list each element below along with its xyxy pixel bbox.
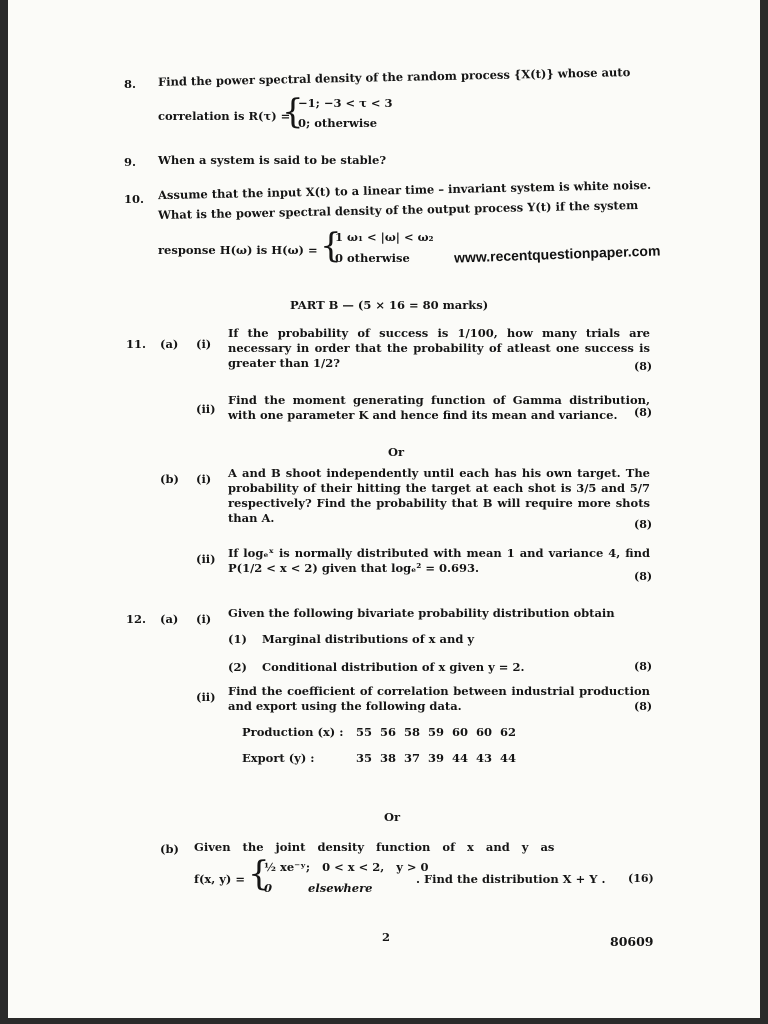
q8-lead: correlation is R(τ) = bbox=[158, 109, 291, 123]
page-number: 2 bbox=[382, 930, 391, 944]
question-number: 8. bbox=[124, 77, 137, 91]
question-number: 9. bbox=[124, 155, 137, 169]
q12-b-case2: 0 elsewhere bbox=[264, 881, 373, 895]
production-row bbox=[242, 725, 520, 739]
paper-code: 80609 bbox=[610, 934, 654, 949]
sub-label: (ii) bbox=[196, 552, 216, 566]
data-cell: 43 bbox=[475, 751, 492, 765]
q9-text: When a system is said to be stable? bbox=[158, 153, 387, 167]
data-cell: 55 bbox=[355, 725, 372, 739]
marks: (8) bbox=[634, 570, 653, 583]
data-cell: 44 bbox=[451, 751, 468, 765]
q12-b-lead: f(x, y) = bbox=[194, 872, 246, 886]
sub-label: (i) bbox=[196, 472, 212, 486]
data-cell: 60 bbox=[451, 725, 468, 739]
part-label: (a) bbox=[160, 612, 179, 626]
question-number: 11. bbox=[126, 337, 147, 351]
part-label: (a) bbox=[160, 337, 179, 351]
q10-line1: Assume that the input X(t) to a linear time – invariant system is white noise. bbox=[157, 177, 652, 203]
export-label: Export (y) : bbox=[242, 751, 315, 765]
part-label: (b) bbox=[160, 472, 179, 486]
q11-b-i-text: A and B shoot independently until each has his own target. The probability of their hitting the target at each shot is 3/5 and 5/7 respectively? Find the probability that B will require more shots than A. bbox=[228, 466, 650, 525]
brace: { bbox=[248, 854, 270, 894]
sub-item-label: (2) bbox=[228, 660, 247, 674]
q8-case1: −1; −3 < τ < 3 bbox=[298, 96, 393, 110]
q12-sub2-text: Conditional distribution of x given y = 2. bbox=[262, 660, 525, 674]
brace: { bbox=[320, 226, 342, 266]
question-number: 10. bbox=[124, 192, 145, 206]
q12-b-case1: ½ xe⁻ʸ; 0 < x < 2, y > 0 bbox=[264, 860, 429, 874]
q12-a-ii-text: Find the coefficient of correlation between industrial production and export using the following data. bbox=[228, 684, 650, 713]
question-number: 12. bbox=[126, 612, 147, 626]
data-cell: 58 bbox=[403, 725, 420, 739]
q11-b-ii-text: If logₑˣ is normally distributed with mean 1 and variance 4, find P(1/2 < x < 2) given that logₑ² = 0.693. bbox=[228, 546, 650, 575]
sub-item-label: (1) bbox=[228, 632, 247, 646]
production-label: Production (x) : bbox=[242, 725, 344, 739]
exam-page bbox=[8, 0, 760, 1018]
q11-a-i-text: If the probability of success is 1/100, how many trials are necessary in order that the probability of atleast one success is greater than 1/2? bbox=[228, 326, 650, 370]
q8-case2: 0; otherwise bbox=[298, 116, 378, 130]
or-separator: Or bbox=[388, 445, 405, 459]
marks: (8) bbox=[634, 360, 653, 373]
q12-b-tail: . Find the distribution X + Y . bbox=[416, 872, 606, 886]
data-cell: 39 bbox=[427, 751, 444, 765]
marks: (8) bbox=[634, 700, 653, 713]
data-cell: 62 bbox=[499, 725, 516, 739]
q12-sub1-text: Marginal distributions of x and y bbox=[262, 632, 475, 646]
q11-a-ii-text: Find the moment generating function of Gamma distribution, with one parameter K and hence find its mean and variance. bbox=[228, 393, 650, 422]
data-cell: 56 bbox=[379, 725, 396, 739]
marks: (8) bbox=[634, 406, 653, 419]
q10-lead: response H(ω) is H(ω) = bbox=[158, 243, 318, 257]
q8-text: Find the power spectral density of the random process {X(t)} whose auto bbox=[157, 65, 631, 89]
q10-case2: 0 otherwise bbox=[335, 251, 410, 265]
data-cell: 35 bbox=[355, 751, 372, 765]
data-cell: 60 bbox=[475, 725, 492, 739]
data-cell: 38 bbox=[379, 751, 396, 765]
part-b-heading: PART B — (5 × 16 = 80 marks) bbox=[290, 298, 489, 312]
q10-line2: What is the power spectral density of the output process Y(t) if the system bbox=[157, 197, 639, 223]
sub-label: (ii) bbox=[196, 690, 216, 704]
q12-a-i-text: Given the following bivariate probability distribution obtain bbox=[228, 606, 615, 620]
sub-label: (ii) bbox=[196, 402, 216, 416]
or-separator: Or bbox=[384, 810, 401, 824]
brace: { bbox=[282, 92, 304, 132]
watermark: www.recentquestionpaper.com bbox=[453, 242, 661, 266]
q10-case1: 1 ω₁ < |ω| < ω₂ bbox=[335, 230, 434, 244]
sub-label: (i) bbox=[196, 337, 212, 351]
part-label: (b) bbox=[160, 842, 179, 856]
marks: (8) bbox=[634, 660, 653, 673]
data-cell: 44 bbox=[499, 751, 516, 765]
marks: (8) bbox=[634, 518, 653, 531]
export-row bbox=[242, 751, 520, 765]
q12-b-text: Given the joint density function of x and y as bbox=[194, 840, 555, 854]
data-cell: 59 bbox=[427, 725, 444, 739]
sub-label: (i) bbox=[196, 612, 212, 626]
data-cell: 37 bbox=[403, 751, 420, 765]
marks: (16) bbox=[628, 872, 654, 885]
